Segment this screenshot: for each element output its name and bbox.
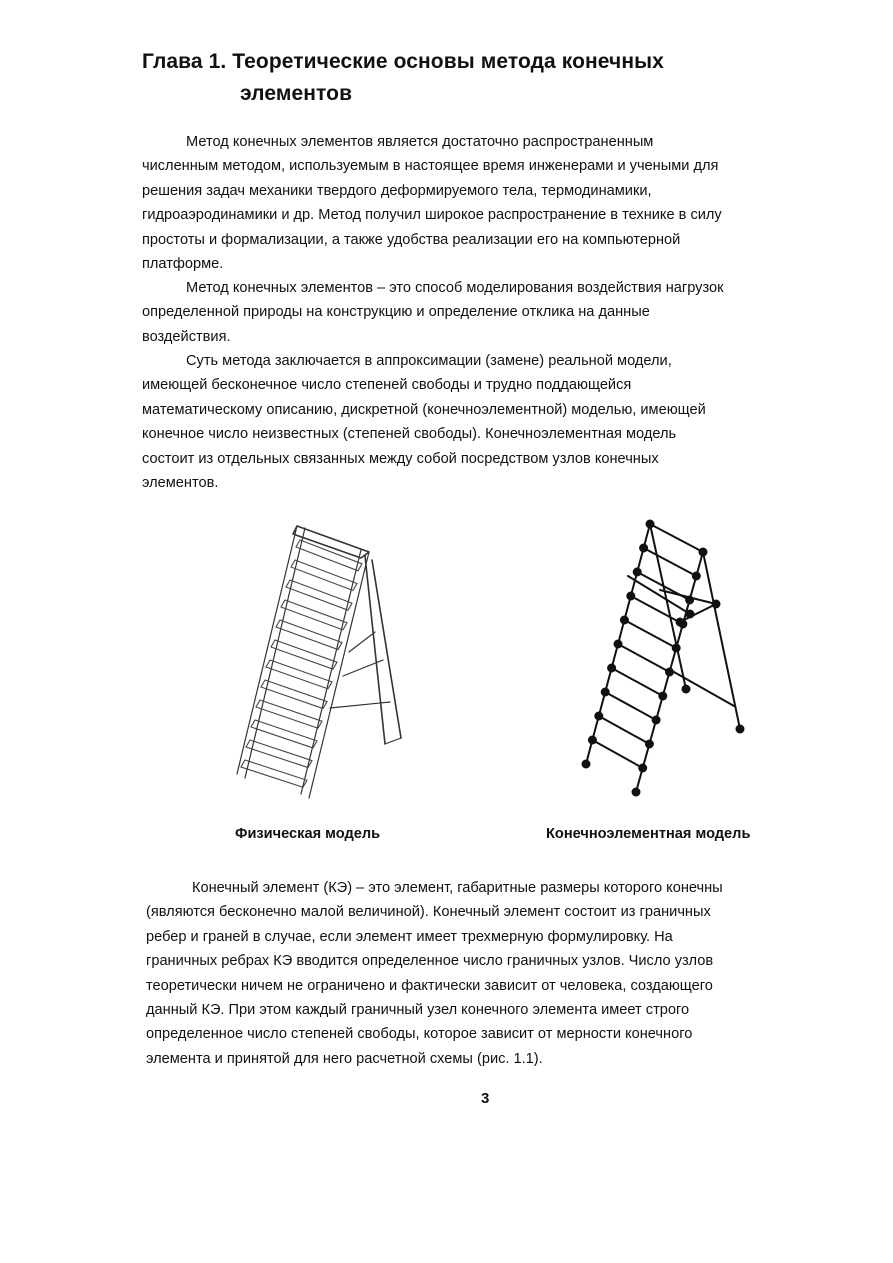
- physical-model-ladder-illustration: [225, 512, 425, 812]
- text-line: (являются бесконечно малой величиной). Конечный элемент состоит из граничных: [146, 904, 711, 921]
- fe-node: [614, 640, 623, 649]
- text-line: определенной природы на конструкцию и определение отклика на данные: [142, 304, 650, 321]
- fe-node: [672, 644, 681, 653]
- text-line: математическому описанию, дискретной (конечноэлементной) моделью, имеющей: [142, 401, 706, 418]
- text-line: платформе.: [142, 256, 224, 273]
- fe-rung: [631, 596, 683, 624]
- text-line: элемента и принятой для него расчетной схемы (рис. 1.1).: [146, 1050, 543, 1067]
- physical-model-caption: Физическая модель: [235, 826, 381, 842]
- fe-node: [601, 688, 610, 697]
- fe-node: [712, 600, 721, 609]
- ladder-step: [266, 660, 332, 689]
- paragraph-2: [142, 276, 842, 349]
- fe-rung: [599, 716, 650, 744]
- text-line: простоты и формализации, а также удобства реализации его на компьютерной: [142, 231, 681, 248]
- fe-node: [736, 725, 745, 734]
- fe-rung: [618, 644, 670, 672]
- fe-node: [676, 618, 685, 627]
- fe-node: [594, 712, 603, 721]
- ladder-step: [276, 620, 342, 650]
- ladder-step: [291, 560, 357, 590]
- chapter-title: [142, 46, 862, 110]
- text-line: решения задач механики твердого деформируемого тела, термодинамики,: [142, 182, 652, 199]
- fe-rung: [605, 692, 656, 720]
- fe-node: [582, 760, 591, 769]
- text-line: численным методом, используемым в настоящее время инженерами и учеными для: [142, 158, 719, 175]
- fe-node: [686, 610, 695, 619]
- fe-node: [699, 548, 708, 557]
- fe-rung: [592, 740, 642, 768]
- fe-node: [682, 685, 691, 694]
- fe-node: [658, 692, 667, 701]
- text-line: имеющей бесконечное число степеней свободы и трудно поддающейся: [142, 377, 632, 394]
- fe-node: [633, 568, 642, 577]
- fe-node: [626, 592, 635, 601]
- finite-element-model-caption: Конечноэлементная модель: [546, 826, 751, 842]
- text-line: Суть метода заключается в аппроксимации (замене) реальной модели,: [186, 353, 672, 369]
- fe-node: [665, 668, 674, 677]
- ladder-step: [286, 580, 352, 610]
- fe-node: [645, 740, 654, 749]
- text-line: граничных ребрах КЭ вводится определенное число граничных узлов. Число узлов: [146, 953, 714, 970]
- fe-node: [692, 572, 701, 581]
- fe-node: [632, 788, 641, 797]
- text-line: данный КЭ. При этом каждый граничный узел конечного элемента имеет строго: [146, 1002, 690, 1019]
- fe-node: [652, 716, 661, 725]
- text-line: определенное число степеней свободы, которое зависит от мерности конечного: [146, 1026, 693, 1043]
- text-line: Метод конечных элементов является достаточно распространенным: [186, 134, 654, 150]
- text-line: конечное число неизвестных (степеней свободы). Конечноэлементная модель: [142, 426, 677, 443]
- fe-rung: [612, 668, 663, 696]
- ladder-step: [281, 600, 347, 630]
- fe-node: [639, 544, 648, 553]
- text-line: состоит из отдельных связанных между собой посредством узлов конечных: [142, 450, 659, 467]
- fe-rung: [644, 548, 697, 576]
- text-line: воздействия.: [142, 328, 231, 345]
- page-number: 3: [481, 1090, 490, 1107]
- chapter-title-line-2: элементов: [240, 82, 353, 105]
- text-line: гидроаэродинамики и др. Метод получил широкое распространение в технике в силу: [142, 207, 722, 224]
- text-line: теоретически ничем не ограничено и фактически зависит от человека, создающего: [146, 977, 713, 994]
- fe-node: [646, 520, 655, 529]
- text-line: элементов.: [142, 475, 219, 492]
- fe-node: [588, 736, 597, 745]
- text-line: Конечный элемент (КЭ) – это элемент, габаритные размеры которого конечны: [192, 880, 723, 896]
- paragraph-1: [142, 130, 842, 276]
- text-line: ребер и граней в случае, если элемент имеет трехмерную формулировку. На: [146, 928, 673, 945]
- paragraph-3: [142, 349, 842, 495]
- chapter-title-line-1: Глава 1. Теоретические основы метода конечных: [142, 50, 664, 73]
- paragraph-4: [146, 876, 846, 1071]
- fe-node: [607, 664, 616, 673]
- fe-node: [638, 764, 647, 773]
- text-line: Метод конечных элементов – это способ моделирования воздействия нагрузок: [186, 280, 724, 296]
- finite-element-model-illustration: [570, 514, 760, 804]
- fe-rung: [624, 620, 676, 648]
- ladder-step: [271, 640, 337, 669]
- fe-node: [620, 616, 629, 625]
- fe-node: [685, 596, 694, 605]
